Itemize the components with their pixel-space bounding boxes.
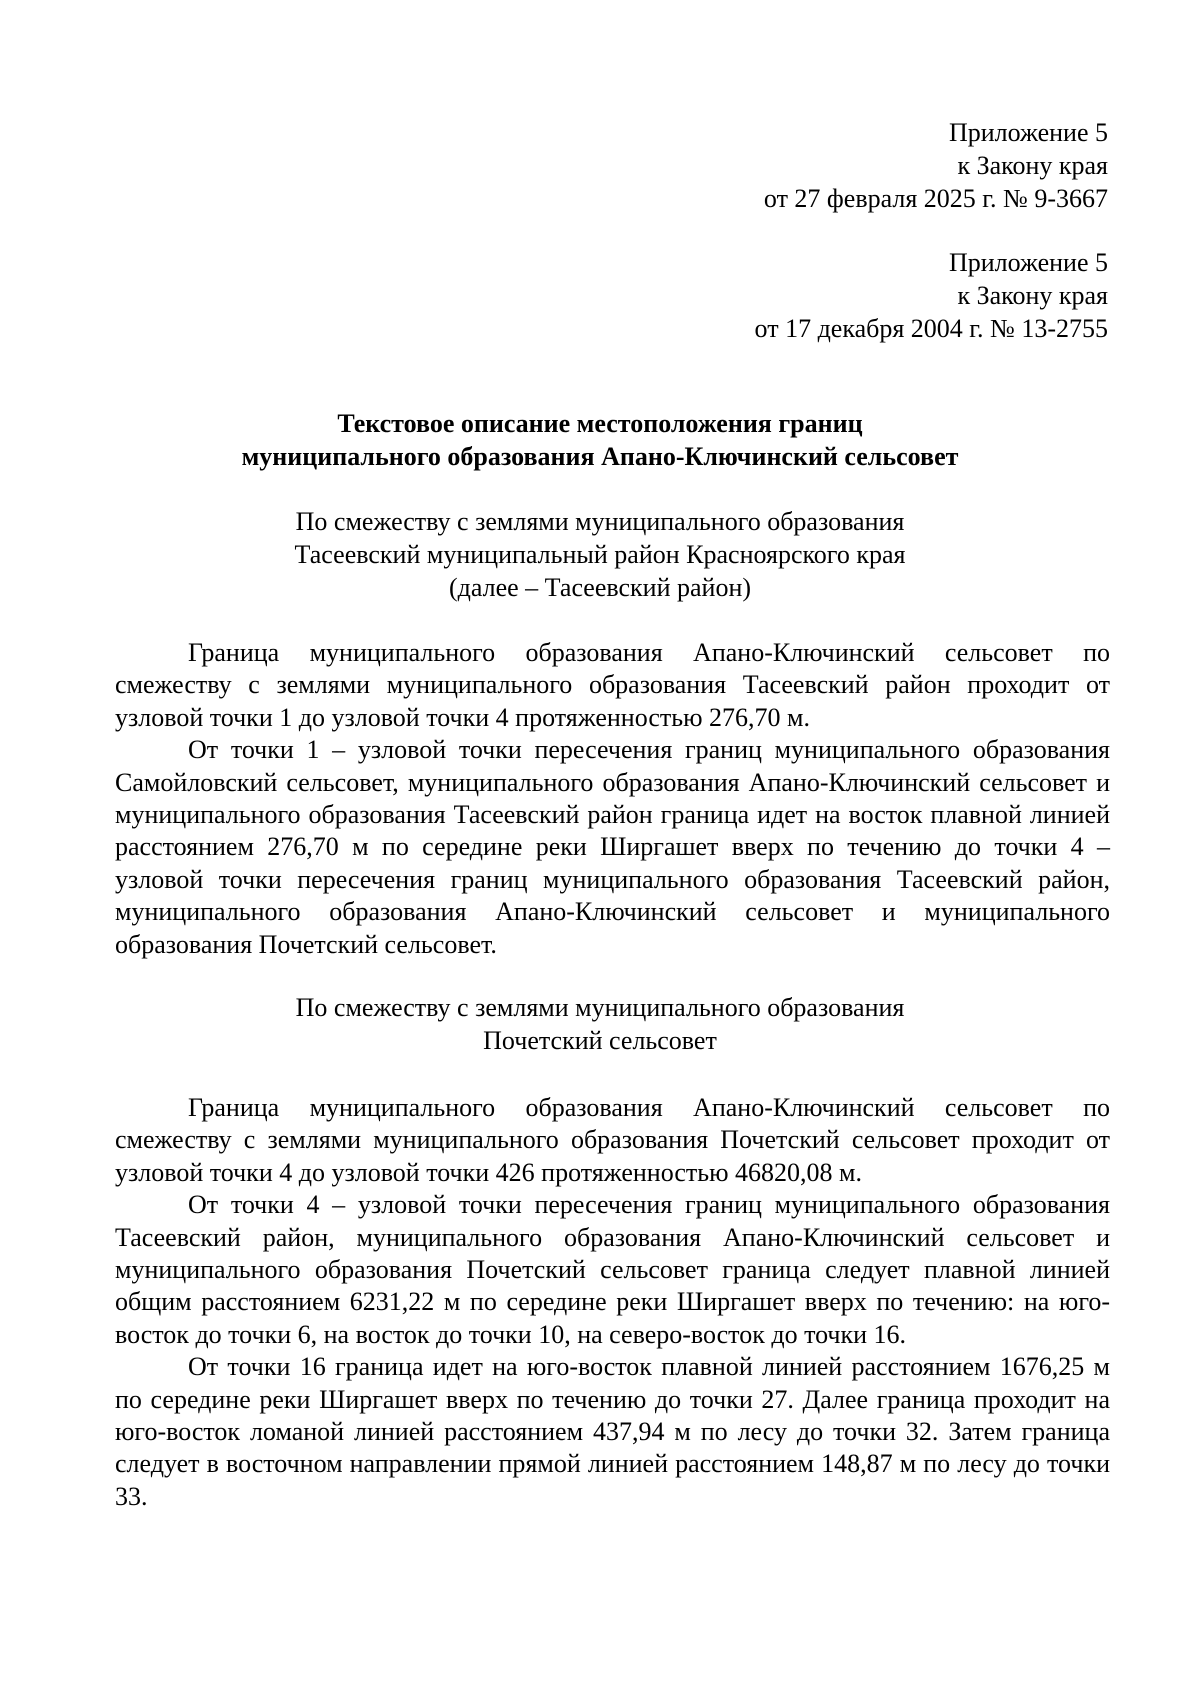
document-title-line: муниципального образования Апано-Ключинский сельсовет bbox=[241, 442, 959, 471]
appendix-header-current bbox=[764, 116, 1108, 215]
body-paragraph: От точки 1 – узловой точки пересечения границ муниципального образования Самойловский сельсовет, муниципального образования Апано-Ключинский сельсовет и муниципального образования Тасеевский район граница идет на восток плавной линией расстоянием 276,70 м по середине реки Ширгашет вверх по течению до точки 4 – узловой точки пересечения границ муниципального образования Тасеевский район, муниципального образования Апано-Ключинский сельсовет и муниципального образования Почетский сельсовет. bbox=[115, 735, 1110, 959]
appendix-law-reference: к Закону края bbox=[957, 151, 1108, 180]
body-paragraph: От точки 4 – узловой точки пересечения границ муниципального образования Тасеевский район, муниципального образования Апано-Ключинский сельсовет и муниципального образования Почетский сельсовет граница следует плавной линией общим расстоянием 6231,22 м по середине реки Ширгашет вверх по течению: на юго-восток до точки 6, на восток до точки 10, на северо-восток до точки 16. bbox=[115, 1190, 1110, 1349]
section-body-taseevsky bbox=[115, 637, 1110, 961]
document-title-line: Текстовое описание местоположения границ bbox=[337, 409, 863, 438]
section-heading-line: По смежеству с землями муниципального образования bbox=[295, 993, 905, 1022]
appendix-number: Приложение 5 bbox=[948, 248, 1108, 277]
body-paragraph: Граница муниципального образования Апано-Ключинский сельсовет по смежеству с землями муниципального образования Тасеевский район проходит от узловой точки 1 до узловой точки 4 протяженностью 276,70 м. bbox=[115, 638, 1110, 732]
appendix-number: Приложение 5 bbox=[948, 118, 1108, 147]
body-paragraph: Граница муниципального образования Апано-Ключинский сельсовет по смежеству с землями муниципального образования Почетский сельсовет проходит от узловой точки 4 до узловой точки 426 протяженностью 46820,08 м. bbox=[115, 1093, 1110, 1187]
section-heading-line: Почетский сельсовет bbox=[483, 1026, 717, 1055]
section-heading-taseevsky bbox=[0, 505, 1200, 604]
section-body-pochetsky bbox=[115, 1092, 1110, 1513]
appendix-law-date-number: от 27 февраля 2025 г. № 9-3667 bbox=[763, 184, 1108, 213]
document-title bbox=[0, 407, 1200, 473]
appendix-law-date-number: от 17 декабря 2004 г. № 13-2755 bbox=[754, 314, 1108, 343]
appendix-law-reference: к Закону края bbox=[957, 281, 1108, 310]
section-heading-pochetsky bbox=[0, 991, 1200, 1057]
section-heading-line: По смежеству с землями муниципального образования bbox=[295, 507, 905, 536]
section-heading-line: Тасеевский муниципальный район Красноярского края bbox=[294, 540, 906, 569]
section-heading-line: (далее – Тасеевский район) bbox=[448, 573, 752, 602]
appendix-header-original bbox=[755, 246, 1108, 345]
body-paragraph: От точки 16 граница идет на юго-восток плавной линией расстоянием 1676,25 м по середине реки Ширгашет вверх по течению до точки 27. Далее граница проходит на юго-восток ломаной линией расстоянием 437,94 м по лесу до точки 32. Затем граница следует в восточном направлении прямой линией расстоянием 148,87 м по лесу до точки 33. bbox=[115, 1352, 1110, 1511]
